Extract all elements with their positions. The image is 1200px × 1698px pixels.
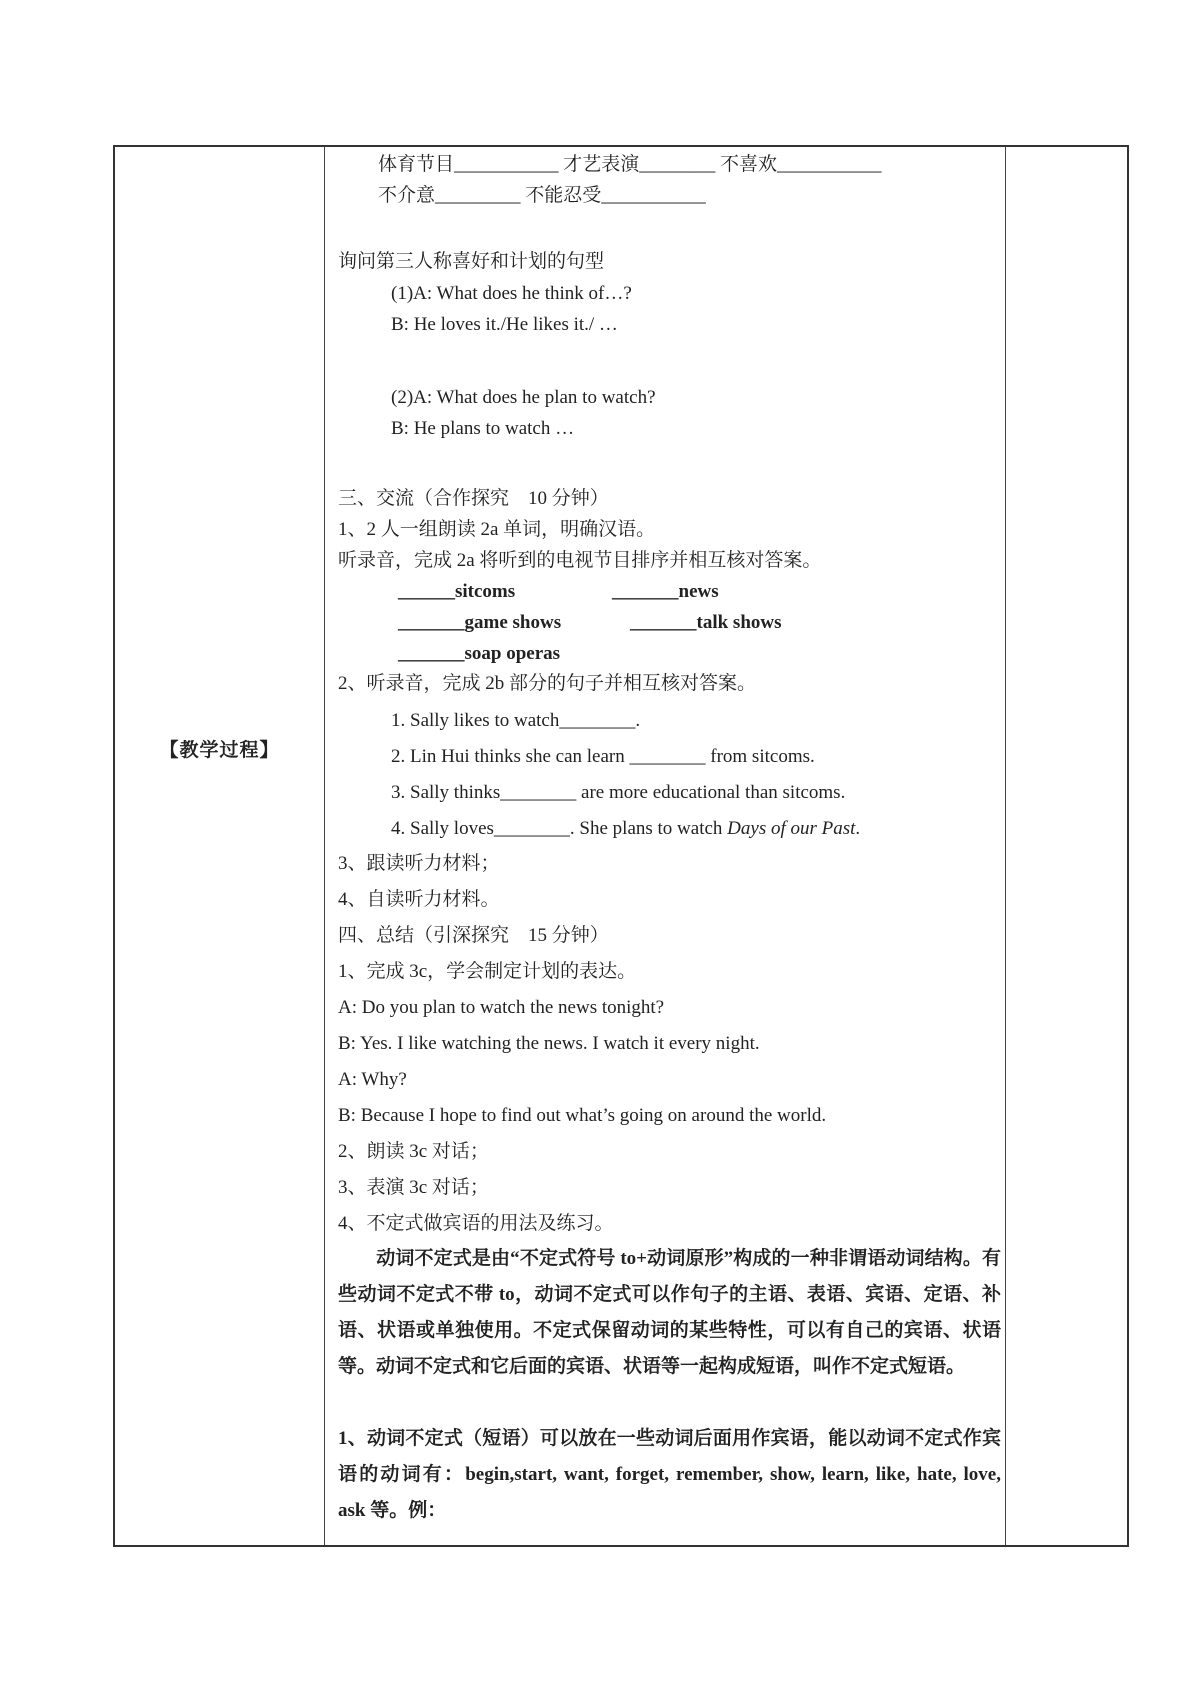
column-divider-right <box>1005 147 1006 1545</box>
exercise-4-end: . <box>855 818 861 839</box>
section-three-heading: 三、交流（合作探究 10 分钟） <box>338 488 609 509</box>
step-read-3c: 2、朗读 3c 对话； <box>338 1141 489 1162</box>
section-label: 【教学过程】 <box>159 740 280 761</box>
blank-talk-shows: _______talk shows <box>630 612 782 633</box>
dialog-b2: B: Because I hope to find out what’s going on around the world. <box>338 1105 827 1126</box>
column-divider-left <box>324 147 325 1545</box>
pattern-q1: (1)A: What does he think of…? <box>391 283 632 304</box>
dialog-a2: A: Why? <box>338 1069 407 1090</box>
dialog-b1: B: Yes. I like watching the news. I watch it every night. <box>338 1033 760 1054</box>
exercise-4-title: Days of our Past <box>727 818 856 839</box>
dialog-a1: A: Do you plan to watch the news tonight? <box>338 997 665 1018</box>
task-2b-heading: 2、听录音，完成 2b 部分的句子并相互核对答案。 <box>338 673 757 694</box>
pattern-a1: B: He loves it./He likes it./ … <box>391 314 618 335</box>
exercise-2: 2. Lin Hui thinks she can learn ________ from sitcoms. <box>391 746 815 767</box>
task-2a-read: 1、2 人一组朗读 2a 单词，明确汉语。 <box>338 519 656 540</box>
pattern-q2: (2)A: What does he plan to watch? <box>391 387 656 408</box>
exercise-1: 1. Sally likes to watch________. <box>391 710 641 731</box>
lesson-table <box>113 145 1129 1547</box>
step-infinitive: 4、不定式做宾语的用法及练习。 <box>338 1213 614 1234</box>
infinitive-rule-1: 1、动词不定式（短语）可以放在一些动词后面用作宾语，能以动词不定式作宾语的动词有：begin,start, want, forget, remember, show, learn, like, hate, love, ask 等。例： <box>338 1428 1001 1521</box>
blank-news: _______news <box>612 581 719 602</box>
exercise-4-text: 4. Sally loves________. She plans to watch <box>391 818 728 839</box>
vocab-row-2: 不介意_________ 不能忍受___________ <box>378 185 706 206</box>
blank-soap-operas: _______soap operas <box>398 643 561 664</box>
step-4: 4、自读听力材料。 <box>338 889 500 910</box>
step-act-3c: 3、表演 3c 对话； <box>338 1177 489 1198</box>
pattern-a2: B: He plans to watch … <box>391 418 575 439</box>
exercise-3: 3. Sally thinks________ are more educational than sitcoms. <box>391 782 846 803</box>
pattern-heading: 询问第三人称喜好和计划的句型 <box>338 251 605 272</box>
blank-game-shows: _______game shows <box>398 612 562 633</box>
task-2a-listen: 听录音，完成 2a 将听到的电视节目排序并相互核对答案。 <box>338 550 822 571</box>
infinitive-explanation: 动词不定式是由“不定式符号 to+动词原形”构成的一种非谓语动词结构。有些动词不定式不带 to，动词不定式可以作句子的主语、表语、宾语、定语、补语、状语或单独使用。不定式保留动词的某些特性，可以有自己的宾语、状语等。动词不定式和它后面的宾语、状语等一起构成短语，叫作不定式短语。 <box>338 1248 1001 1377</box>
exercise-4 <box>391 816 860 842</box>
vocab-row-1: 体育节目___________ 才艺表演________ 不喜欢___________ <box>378 154 882 175</box>
task-3c: 1、完成 3c，学会制定计划的表达。 <box>338 961 637 982</box>
step-3: 3、跟读听力材料； <box>338 853 500 874</box>
blank-sitcoms: ______sitcoms <box>398 581 516 602</box>
section-four-heading: 四、总结（引深探究 15 分钟） <box>338 925 609 946</box>
